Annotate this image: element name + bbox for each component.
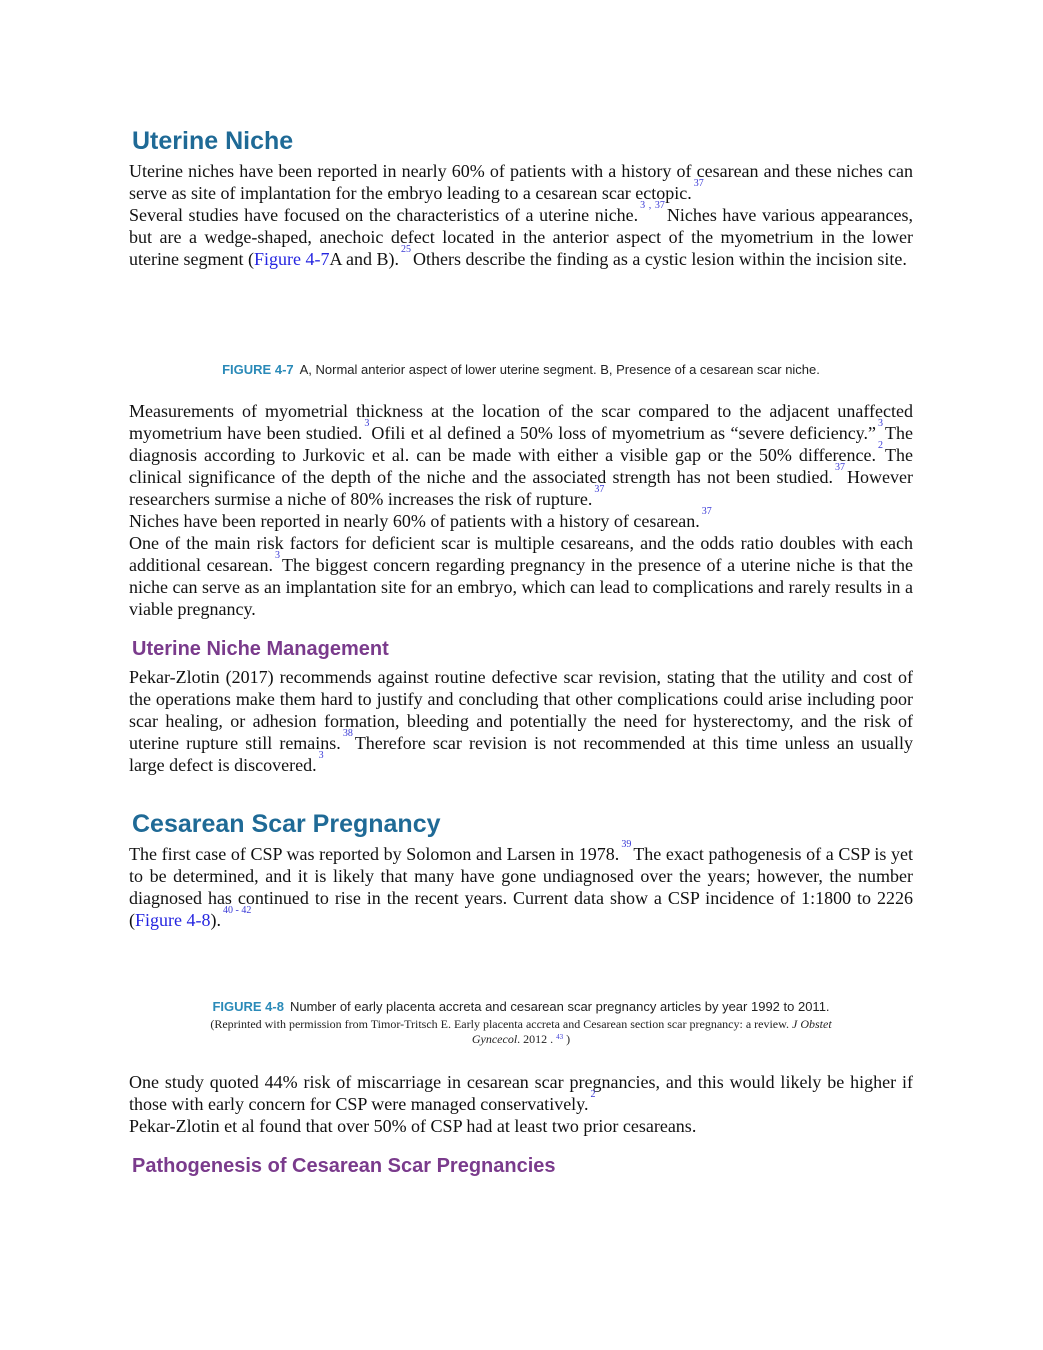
citation[interactable]: 40 - 42 [223,905,252,916]
paragraph-uterine-niche-2 [129,200,914,270]
text: However researchers surmise a niche of 80% increases the risk of rupture. [129,467,913,509]
text: The clinical significance of the depth of the niche and the associated strength has not been studied. [129,445,913,487]
text: The biggest concern regarding pregnancy in the presence of a uterine niche is that the niche can serve as an implantation site for an embryo, which can lead to complications and rarely results in a viable pregnancy. [129,555,913,619]
paragraph-measurements [129,400,913,510]
section-pathogenesis [129,1153,913,1179]
text: A and B). [329,249,399,269]
text: Niches have been reported in nearly 60% of patients with a history of cesarean. [129,511,700,531]
citation[interactable]: 3 [364,418,370,429]
citation[interactable]: 2 [590,1089,596,1100]
figure-caption-text: Number of early placenta accreta and cesarean scar pregnancy articles by year 1992 to 2011. [289,999,830,1014]
citation[interactable]: 3 , 37 [640,200,665,211]
text: Pekar-Zlotin et al found that over 50% of CSP had at least two prior cesareans. [129,1116,697,1136]
citation[interactable]: 37 [594,484,605,495]
text: ). [210,910,221,930]
heading-uterine-niche: Uterine Niche [132,127,294,155]
section-measurements [129,400,913,620]
citation[interactable]: 25 [400,244,411,255]
figure-4-8-caption [129,999,913,1047]
text: Ofili et al defined a 50% loss of myometrium as “severe deficiency.” [371,423,877,443]
text: The first case of CSP was reported by Solomon and Larsen in 1978. [129,844,620,864]
paragraph-niche-management [129,666,913,776]
section-niche-management [129,636,913,776]
figure-4-7-link[interactable]: Figure 4-7 [253,249,330,269]
citation[interactable]: 38 [342,728,353,739]
heading-cesarean-scar-pregnancy: Cesarean Scar Pregnancy [132,810,441,838]
citation[interactable]: 37 [693,178,704,189]
heading-pathogenesis: Pathogenesis of Cesarean Scar Pregnancies [132,1155,556,1177]
figure-credit [129,1015,913,1047]
citation[interactable]: 43 [556,1033,564,1041]
figure-4-7-caption [129,362,913,378]
text: One study quoted 44% risk of miscarriage in cesarean scar pregnancies, and this would likely be higher if those with early concern for CSP were managed conservatively. [129,1072,913,1114]
text: Pekar-Zlotin (2017) recommends against routine defective scar revision, stating that the utility and cost of the operations make them hard to justify and concluding that other complications could arise including poor scar healing, or adhesion formation, bleeding and potentially the need for hysterectomy, and the risk of uterine rupture still remains. [129,667,913,753]
text: The diagnosis according to Jurkovic et al. can be made with either a visible gap or the 50% difference. [129,423,913,465]
paragraph-csp [129,839,913,931]
citation[interactable]: 37 [835,462,846,473]
citation[interactable]: 3 [318,750,324,761]
figure-label: FIGURE 4-7 [222,362,294,377]
text: Niches have various appearances, but are a wedge-shaped, anechoic defect located in the anterior aspect of the myometrium in the lower uterine segment ( [129,205,914,269]
text: Measurements of myometrial thickness at the location of the scar compared to the adjacent unaffected myometrium have been studied. [129,401,913,443]
credit-text: . 2012 . [517,1032,554,1046]
section-miscarriage [129,1071,913,1137]
paragraph-miscarriage [129,1071,913,1115]
section-uterine-niche [129,126,913,270]
citation[interactable]: 3 [275,550,281,561]
paragraph-niches-reported [129,506,913,532]
paragraph-risk-factors [129,532,913,620]
section-cesarean-scar-pregnancy [129,809,913,931]
text: The exact pathogenesis of a CSP is yet to be determined, and it is likely that many have gone undiagnosed over the years; however, the number diagnosed has continued to rise in the recent years. Current data show a CSP incidence of 1:1800 to 2226 ( [129,844,913,930]
citation[interactable]: 39 [621,839,632,850]
citation[interactable]: 2 [878,440,884,451]
journal-name: J Obstet Gyncecol [471,1017,832,1046]
text: One of the main risk factors for deficient scar is multiple cesareans, and the odds ratio doubles with each additional cesarean. [129,533,913,575]
heading-niche-management: Uterine Niche Management [132,638,389,660]
figure-caption-text: A, Normal anterior aspect of lower uterine segment. B, Presence of a cesarean scar niche. [299,362,820,377]
figure-4-8-link[interactable]: Figure 4-8 [135,910,211,930]
citation[interactable]: 3 [878,418,884,429]
credit-text: (Reprinted with permission from Timor-Tritsch E. Early placenta accreta and Cesarean section scar pregnancy: a review. [210,1017,790,1031]
text: Several studies have focused on the characteristics of a uterine niche. [129,205,639,225]
citation[interactable]: 37 [701,506,712,517]
paragraph-pekar-zlotin [129,1115,913,1137]
paragraph-uterine-niche-1 [129,160,913,204]
figure-caption-line [129,999,913,1015]
text: Uterine niches have been reported in nearly 60% of patients with a history of cesarean and these niches can serve as site of implantation for the embryo leading to a cesarean scar ectopic. [129,161,913,203]
text: Therefore scar revision is not recommended at this time unless an usually large defect is discovered. [129,733,913,775]
credit-text: ) [566,1032,571,1046]
figure-label: FIGURE 4-8 [212,999,284,1014]
text: Others describe the finding as a cystic lesion within the incision site. [412,249,907,269]
